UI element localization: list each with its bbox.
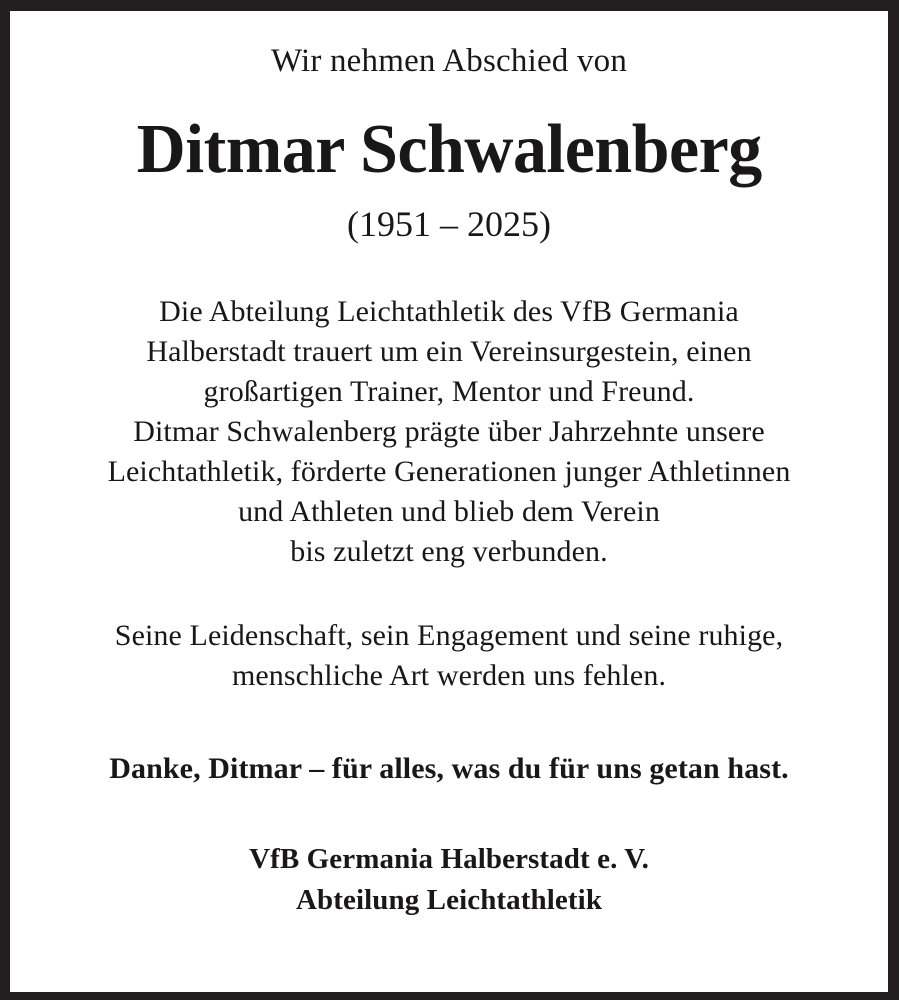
body-line: Leichtathletik, förderte Generationen junger Athletinnen	[107, 455, 791, 489]
thanks-line: Danke, Ditmar – für alles, was du für uns getan hast.	[109, 752, 789, 786]
life-dates: (1951 – 2025)	[347, 203, 551, 244]
body-line: großartigen Trainer, Mentor und Freund.	[203, 375, 695, 409]
body-line: und Athleten und blieb dem Verein	[238, 495, 660, 529]
body-paragraph-2	[24, 616, 874, 696]
body-paragraph-1	[24, 292, 874, 572]
body-line: menschliche Art werden uns fehlen.	[231, 659, 667, 693]
body-line: Die Abteilung Leichtathletik des VfB Germania	[159, 295, 739, 329]
body-line: Ditmar Schwalenberg prägte über Jahrzehnte unsere	[133, 415, 765, 449]
body-line: Seine Leidenschaft, sein Engagement und seine ruhige,	[114, 619, 784, 653]
body-line: bis zuletzt eng verbunden.	[290, 535, 608, 569]
notice-content	[10, 11, 888, 992]
deceased-name: Ditmar Schwalenberg	[136, 110, 762, 188]
signature-organization: VfB Germania Halberstadt e. V.	[249, 842, 649, 875]
signature-block	[24, 839, 874, 921]
signature-department: Abteilung Leichtathletik	[295, 883, 603, 916]
lead-line: Wir nehmen Abschied von	[270, 43, 628, 79]
body-line: Halberstadt trauert um ein Vereinsurgestein, einen	[146, 335, 752, 369]
